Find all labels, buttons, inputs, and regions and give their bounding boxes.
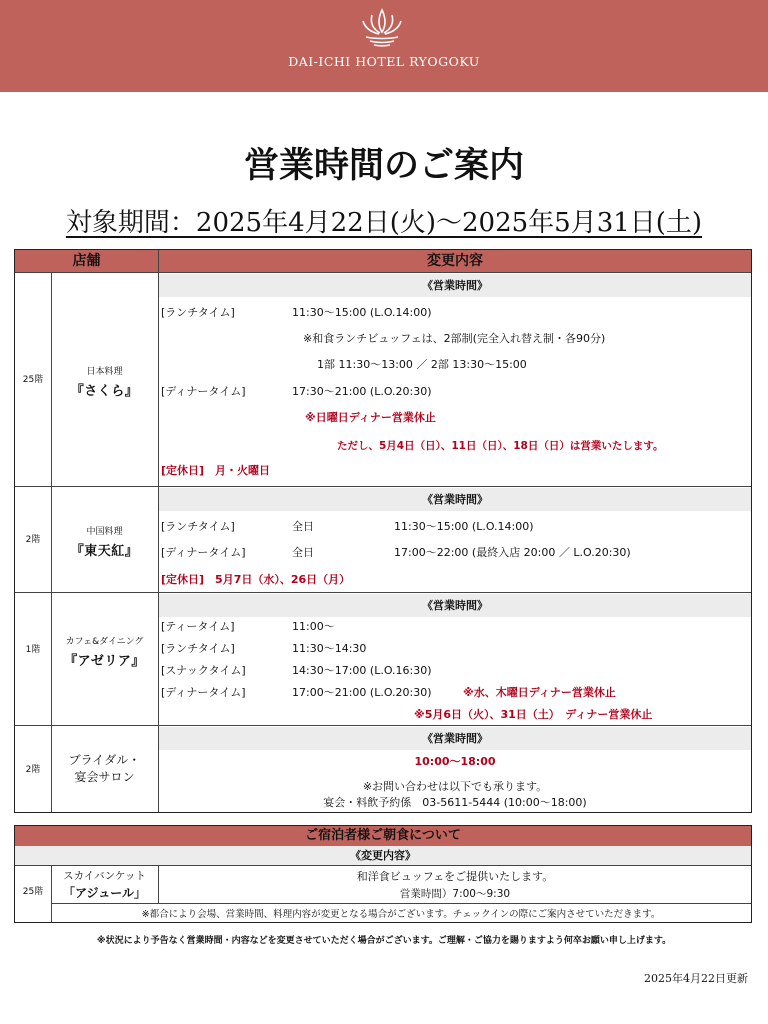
dinner-hours: 17:30～21:00 (L.O.20:30) [292, 385, 432, 398]
header-banner [0, 0, 768, 92]
bridal-hours: 10:00～18:00 [414, 755, 496, 768]
tea-label: [ティータイム] [161, 620, 235, 633]
lunch-label: [ランチタイム] [161, 642, 235, 655]
sunday-closure-note: ※日曜日ディナー営業休止 [305, 411, 436, 424]
store-totenko [51, 524, 158, 559]
page-title: 営業時間のご案内 [243, 145, 524, 186]
breakfast-venue [51, 868, 158, 902]
regular-holiday: [定休日] 月・火曜日 [161, 464, 271, 477]
snack-hours: 14:30～17:00 (L.O.16:30) [292, 664, 432, 677]
exception-note: ただし、5月4日（日）、11日（日）、18日（日）は営業いたします。 [337, 440, 664, 452]
target-period: 対象期間：2025年4月22日(火)～2025年5月31日(土) [65, 208, 703, 238]
lunch-days: 全日 [292, 520, 314, 533]
lunch-hours: 11:30～14:30 [292, 642, 367, 655]
store-name-line1: ブライダル・ [68, 753, 141, 767]
store-category: 中国料理 [86, 527, 123, 537]
floor-label: 25階 [22, 375, 44, 385]
dinner-days: 全日 [292, 546, 314, 559]
dinner-label: [ディナータイム] [161, 686, 246, 699]
lunch-hours: 11:30～15:00 (L.O.14:00) [292, 306, 432, 319]
breakfast-band: 《変更内容》 [15, 846, 751, 865]
snack-label: [スナックタイム] [161, 664, 246, 677]
hours-band: 《営業時間》 [159, 594, 751, 617]
breakfast-description: 和洋食ビュッフェをご提供いたします。 [356, 870, 554, 883]
floor-label: 2階 [25, 535, 41, 545]
store-bridal-salon [51, 752, 158, 786]
buffet-note: ※和食ランチビュッフェは、2部制(完全入れ替え制・各90分) [303, 332, 606, 345]
dinner-hours: 17:00～21:00 (L.O.20:30) [292, 686, 432, 699]
regular-holiday: [定休日] 5月7日（水）、26日（月） [161, 573, 351, 586]
venue-line2: 「アジュール」 [62, 886, 147, 900]
dinner-label: [ディナータイム] [161, 546, 246, 559]
breakfast-hours: 営業時間）7:00～9:30 [399, 888, 511, 900]
breakfast-heading: ご宿泊者様ご朝食について [15, 826, 751, 846]
store-name: 『アゼリア』 [64, 654, 145, 669]
tea-hours: 11:00～ [292, 620, 335, 633]
hours-band: 《営業時間》 [159, 274, 751, 297]
floor-label: 1階 [25, 645, 41, 655]
column-header-changes: 変更内容 [159, 250, 751, 272]
column-header-store: 店舗 [15, 250, 158, 272]
breakfast-table [14, 825, 752, 923]
reservation-contact: 宴会・料飲予約係 03-5611-5444 (10:00～18:00) [323, 796, 587, 809]
brand-name: DAI-ICHI HOTEL RYOGOKU [288, 54, 480, 69]
hours-table [14, 249, 752, 813]
hours-band: 《営業時間》 [159, 727, 751, 750]
divider [15, 272, 751, 273]
floor-label: 25階 [22, 887, 44, 897]
store-sakura [51, 364, 158, 399]
floor-label: 2階 [25, 765, 41, 775]
divider [15, 592, 751, 593]
disclaimer-note: ※状況により予告なく営業時間・内容などを変更させていただく場合がございます。ご理解・ご協力を賜りますよう何卒お願い申し上げます。 [96, 936, 672, 946]
lunch-hours: 11:30～15:00 (L.O.14:00) [394, 520, 534, 533]
divider [15, 486, 751, 487]
divider [51, 903, 751, 904]
updated-date: 2025年4月22日更新 [644, 972, 748, 985]
store-name-line2: 宴会サロン [74, 770, 135, 784]
divider [15, 725, 751, 726]
lotus-logo-icon [358, 6, 406, 50]
dinner-label: [ディナータイム] [161, 385, 246, 398]
breakfast-note: ※都合により会場、営業時間、料理内容が変更となる場合がございます。チェックインの際にご案内させていただきます。 [141, 909, 661, 920]
dinner-closure-dates: ※5月6日（火）、31日（土） ディナー営業休止 [414, 708, 653, 721]
divider [15, 865, 751, 866]
buffet-slots: 1部 11:30～13:00 ／ 2部 13:30～15:00 [317, 358, 527, 371]
inquiry-note: ※お問い合わせは以下でも承ります。 [362, 780, 548, 793]
hours-band: 《営業時間》 [159, 488, 751, 511]
store-name: 『東天紅』 [70, 544, 139, 559]
store-category: カフェ&ダイニング [65, 637, 144, 647]
lunch-label: [ランチタイム] [161, 520, 235, 533]
store-azalea [51, 634, 158, 669]
store-category: 日本料理 [86, 367, 123, 377]
dinner-hours: 17:00～22:00 (最終入店 20:00 ／ L.O.20:30) [394, 546, 631, 559]
store-name: 『さくら』 [70, 384, 139, 399]
lunch-label: [ランチタイム] [161, 306, 235, 319]
venue-line1: スカイバンケット [63, 870, 146, 882]
dinner-closure-note: ※水、木曜日ディナー営業休止 [463, 686, 616, 699]
